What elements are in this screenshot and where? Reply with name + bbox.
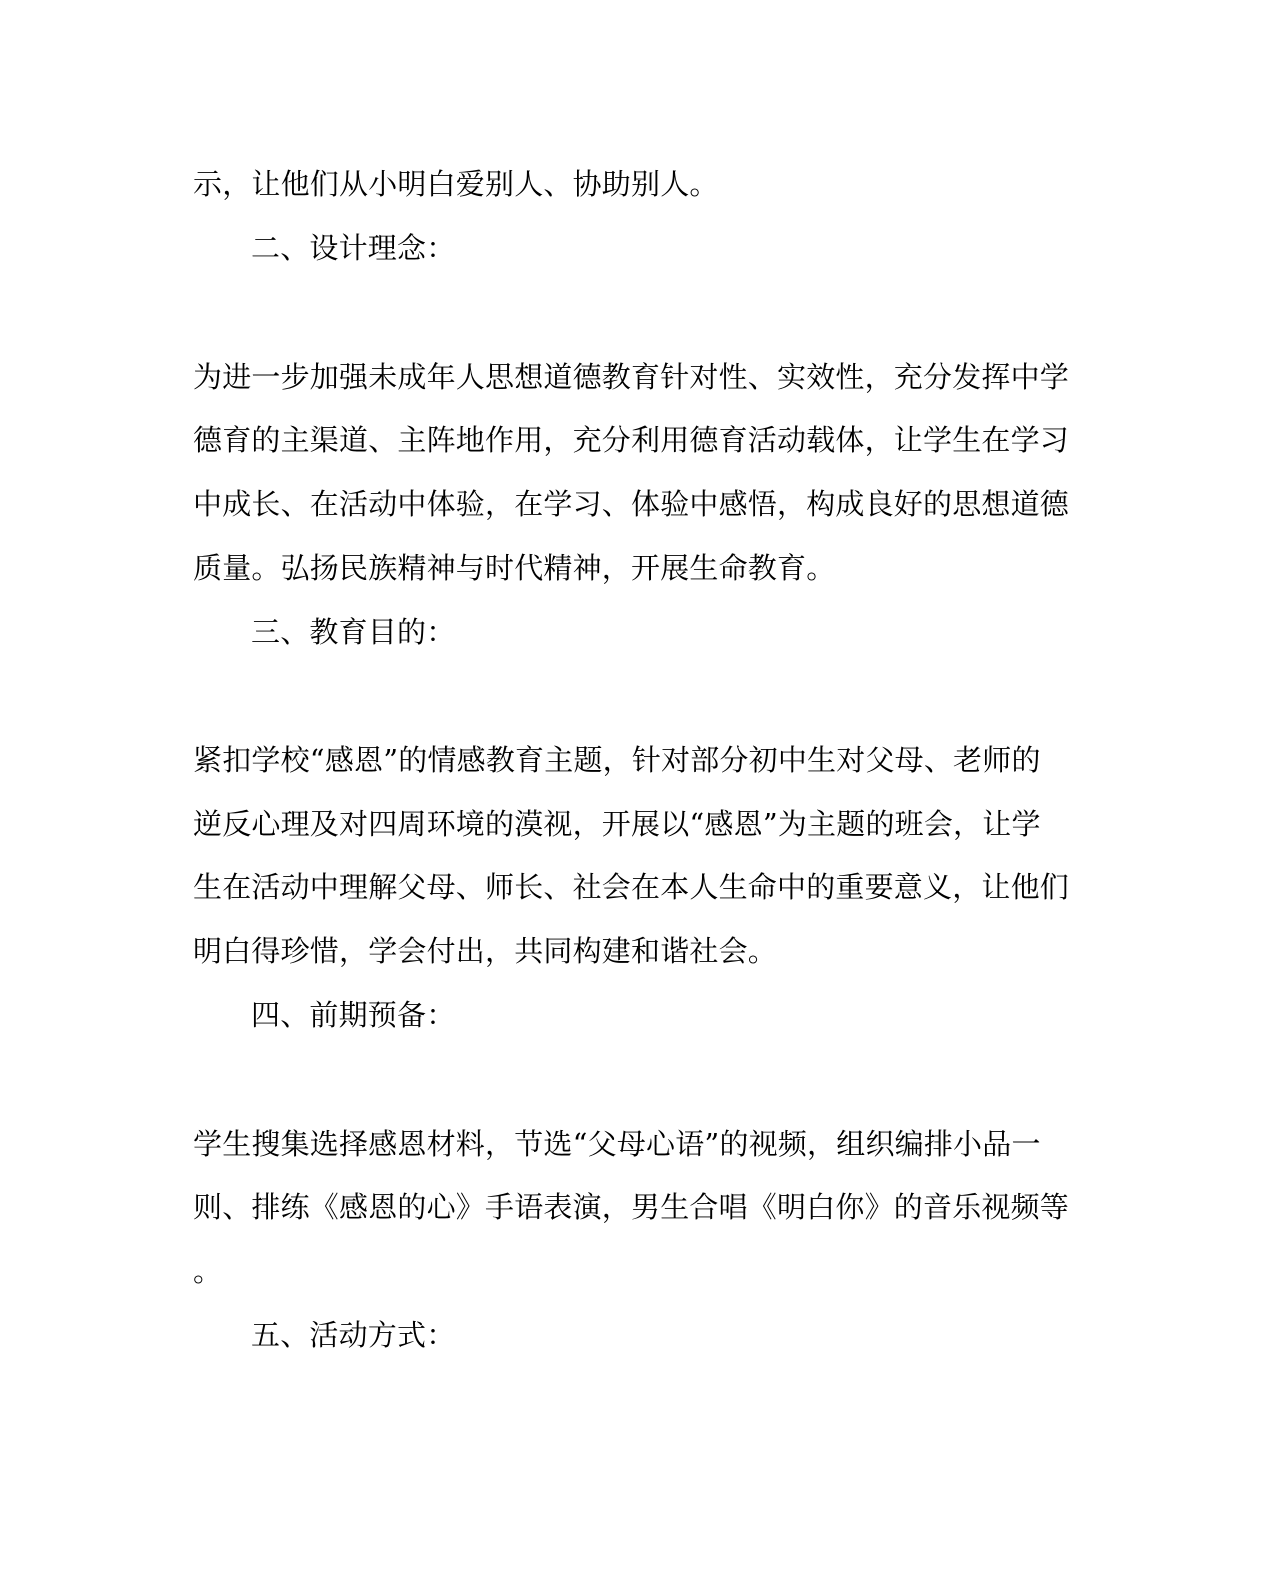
paragraph-line: 质量。弘扬民族精神与时代精神，开展生命教育。 [193,551,836,585]
paragraph-line: 中成长、在活动中体验，在学习、体验中感悟，构成良好的思想道德 [193,487,1070,521]
paragraph-line: 则、排练《感恩的心》手语表演，男生合唱《明白你》的音乐视频等 [193,1190,1070,1224]
paragraph-line: 。 [193,1254,223,1288]
paragraph-line: 德育的主渠道、主阵地作用，充分利用德育活动载体，让学生在学习 [193,423,1070,457]
section-heading-education-goal: 三、教育目的： [251,615,456,649]
paragraph-line: 学生搜集选择感恩材料，节选“父母心语”的视频，组织编排小品一 [193,1127,1041,1161]
section-heading-design-concept: 二、设计理念： [251,231,456,265]
paragraph-line: 明白得珍惜，学会付出，共同构建和谐社会。 [193,934,778,968]
paragraph-line: 为进一步加强未成年人思想道德教育针对性、实效性，充分发挥中学 [193,360,1070,394]
section-heading-activity-form: 五、活动方式： [251,1318,456,1352]
paragraph-line: 逆反心理及对四周环境的漠视，开展以“感恩”为主题的班会，让学 [193,807,1041,841]
paragraph-line: 生在活动中理解父母、师长、社会在本人生命中的重要意义，让他们 [193,870,1070,904]
section-heading-preparation: 四、前期预备： [251,998,456,1032]
intro-tail-line: 示，让他们从小明白爱别人、协助别人。 [193,167,719,201]
paragraph-line: 紧扣学校“感恩”的情感教育主题，针对部分初中生对父母、老师的 [193,743,1041,777]
